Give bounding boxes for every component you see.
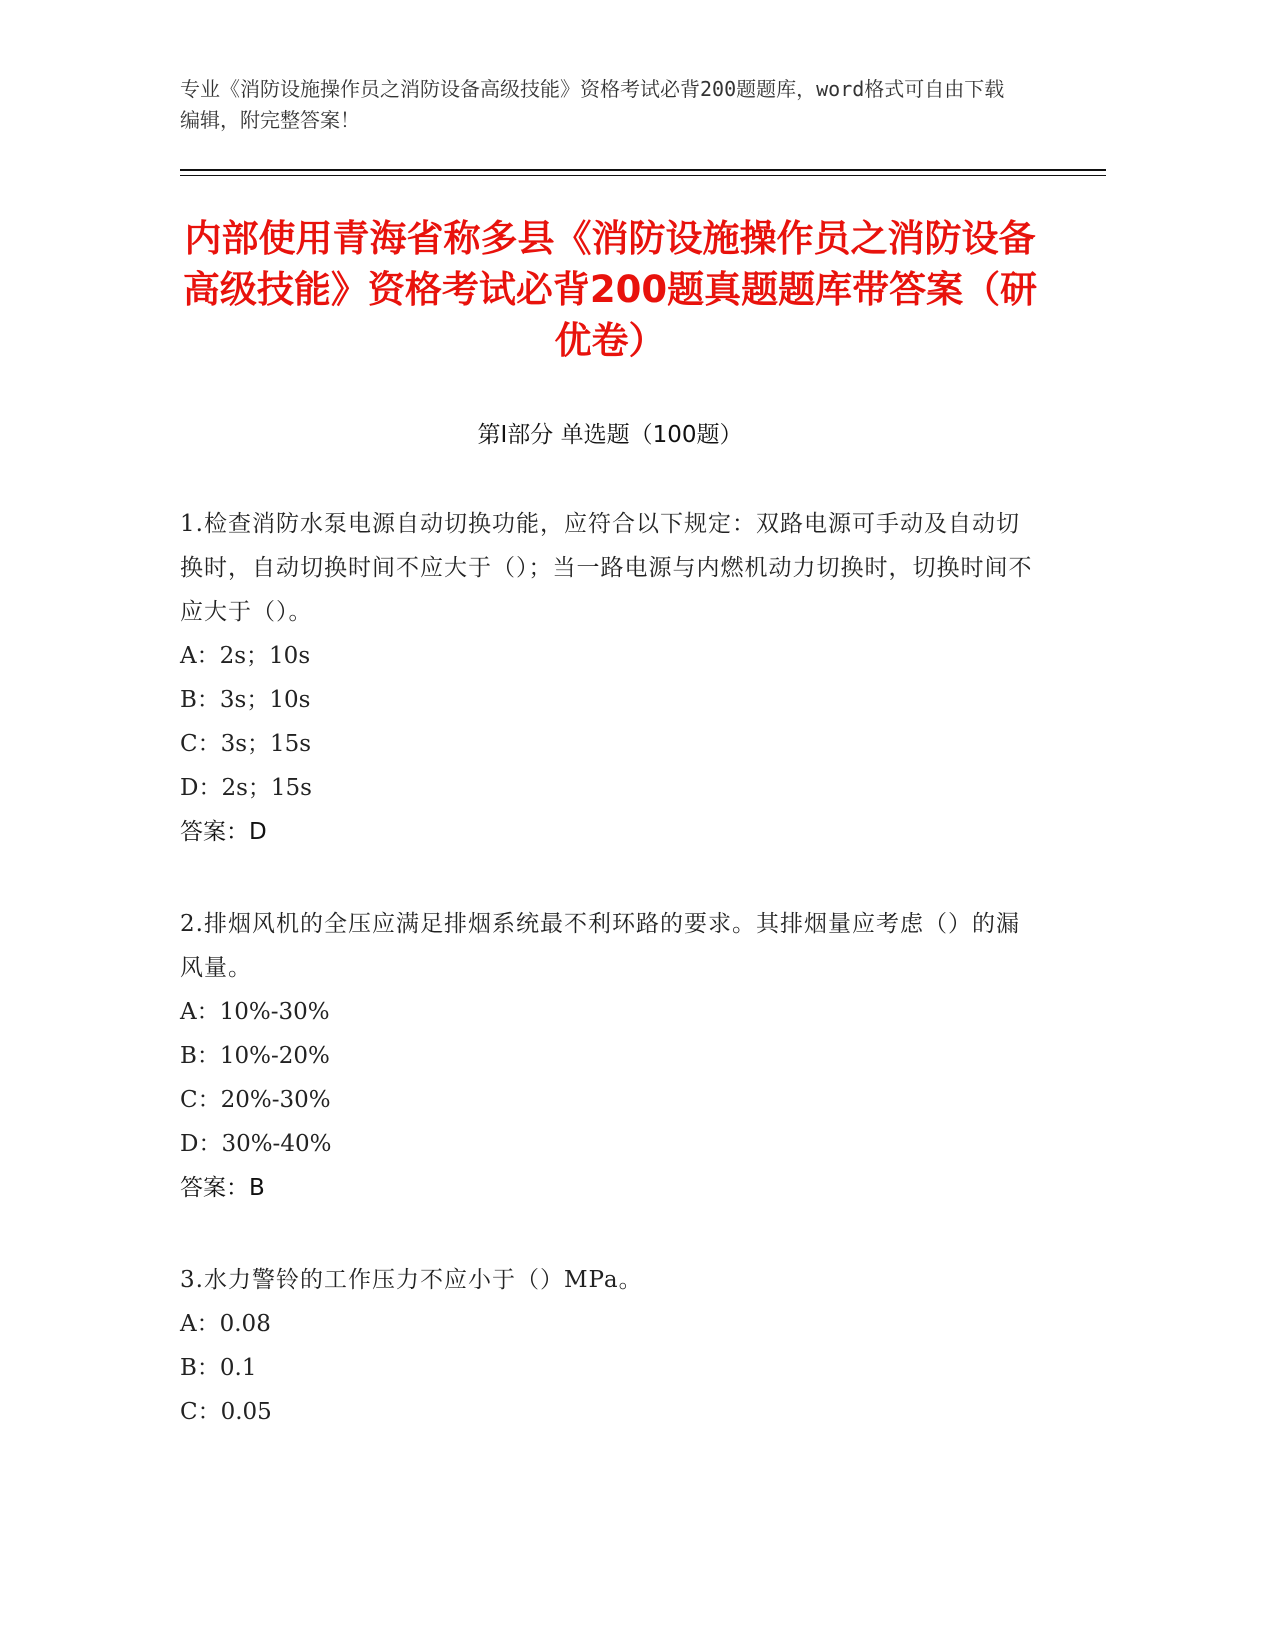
option-b: B：0.1: [180, 1355, 257, 1381]
option-d: D：30%-40%: [180, 1131, 332, 1157]
option-a: A：2s；10s: [180, 643, 311, 669]
answer-line: 答案：D: [180, 819, 267, 845]
question-list: [180, 502, 1040, 1482]
document-header: 专业《消防设施操作员之消防设备高级技能》资格考试必背200题题库，word格式可自由下载编辑，附完整答案！: [180, 77, 1005, 132]
document-title: 内部使用青海省称多县《消防设施操作员之消防设备高级技能》资格考试必背200题真题题库带答案（研优卷）: [182, 217, 1038, 362]
option-c: C：0.05: [180, 1399, 272, 1425]
question-1: [180, 502, 1040, 854]
option-c: C：3s；15s: [180, 731, 312, 757]
option-a: A：10%-30%: [180, 999, 330, 1025]
question-2: [180, 902, 1040, 1210]
option-c: C：20%-30%: [180, 1087, 331, 1113]
option-d: D：2s；15s: [180, 775, 312, 801]
question-stem: 1.检查消防水泵电源自动切换功能，应符合以下规定：双路电源可手动及自动切换时，自动切换时间不应大于（）；当一路电源与内燃机动力切换时，切换时间不应大于（）。: [180, 511, 1033, 625]
question-stem: 3.水力警铃的工作压力不应小于（）MPa。: [180, 1267, 643, 1293]
option-a: A：0.08: [180, 1311, 271, 1337]
header-rule-thick: [180, 169, 1106, 171]
header-rule-thin: [180, 175, 1106, 176]
section-heading: 第I部分 单选题（100题）: [477, 422, 743, 448]
question-3: [180, 1258, 1040, 1434]
option-b: B：10%-20%: [180, 1043, 330, 1069]
option-b: B：3s；10s: [180, 687, 311, 713]
answer-line: 答案：B: [180, 1175, 265, 1201]
question-stem: 2.排烟风机的全压应满足排烟系统最不利环路的要求。其排烟量应考虑（）的漏风量。: [180, 911, 1020, 981]
